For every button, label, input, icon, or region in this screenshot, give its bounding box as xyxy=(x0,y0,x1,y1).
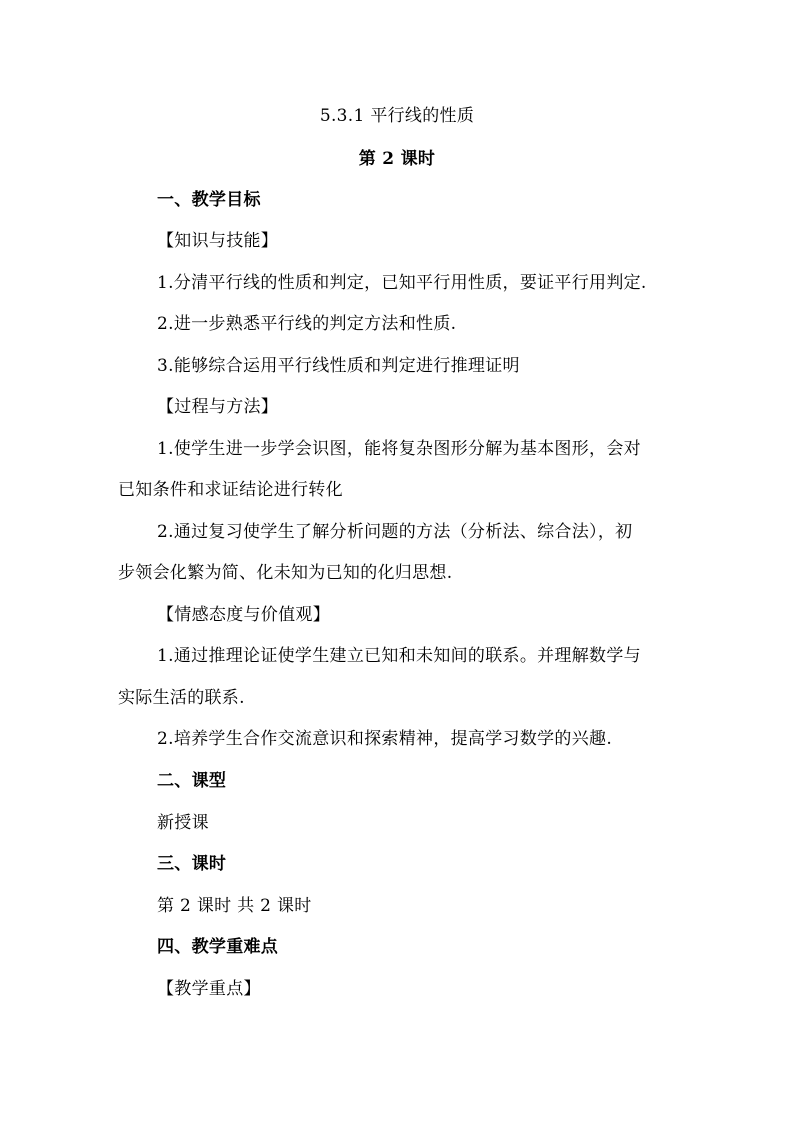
knowledge-heading: 【知识与技能】 xyxy=(157,231,279,251)
knowledge-item-1: 1.分清平行线的性质和判定，已知平行用性质，要证平行用判定. xyxy=(157,273,647,293)
emotion-item-1-line-2: 实际生活的联系. xyxy=(118,688,245,708)
type-value: 新授课 xyxy=(157,813,209,833)
process-heading: 【过程与方法】 xyxy=(157,397,279,417)
period-value: 第 2 课时 共 2 课时 xyxy=(157,896,312,916)
process-item-2-line-1: 2.通过复习使学生了解分析问题的方法（分析法、综合法），初 xyxy=(157,522,633,542)
key-sub-heading: 【教学重点】 xyxy=(157,979,261,999)
knowledge-item-3: 3.能够综合运用平行线性质和判定进行推理证明 xyxy=(157,356,520,376)
process-item-2-line-2: 步领会化繁为简、化未知为已知的化归思想. xyxy=(118,563,453,583)
emotion-item-1-line-1: 1.通过推理论证使学生建立已知和未知间的联系。并理解数学与 xyxy=(157,646,641,666)
period-heading: 三、课时 xyxy=(157,854,227,874)
document-subtitle: 第 2 课时 xyxy=(358,149,436,169)
emotion-heading: 【情感态度与价值观】 xyxy=(157,605,330,625)
emotion-item-2: 2.培养学生合作交流意识和探索精神，提高学习数学的兴趣. xyxy=(157,729,613,749)
objectives-heading: 一、教学目标 xyxy=(157,190,261,210)
document-title: 5.3.1 平行线的性质 xyxy=(319,106,475,126)
process-item-1-line-1: 1.使学生进一步学会识图，能将复杂图形分解为基本图形，会对 xyxy=(157,439,641,459)
key-heading: 四、教学重难点 xyxy=(157,937,279,957)
type-heading: 二、课型 xyxy=(157,771,227,791)
knowledge-item-2: 2.进一步熟悉平行线的判定方法和性质. xyxy=(157,314,457,334)
process-item-1-line-2: 已知条件和求证结论进行转化 xyxy=(118,480,343,500)
